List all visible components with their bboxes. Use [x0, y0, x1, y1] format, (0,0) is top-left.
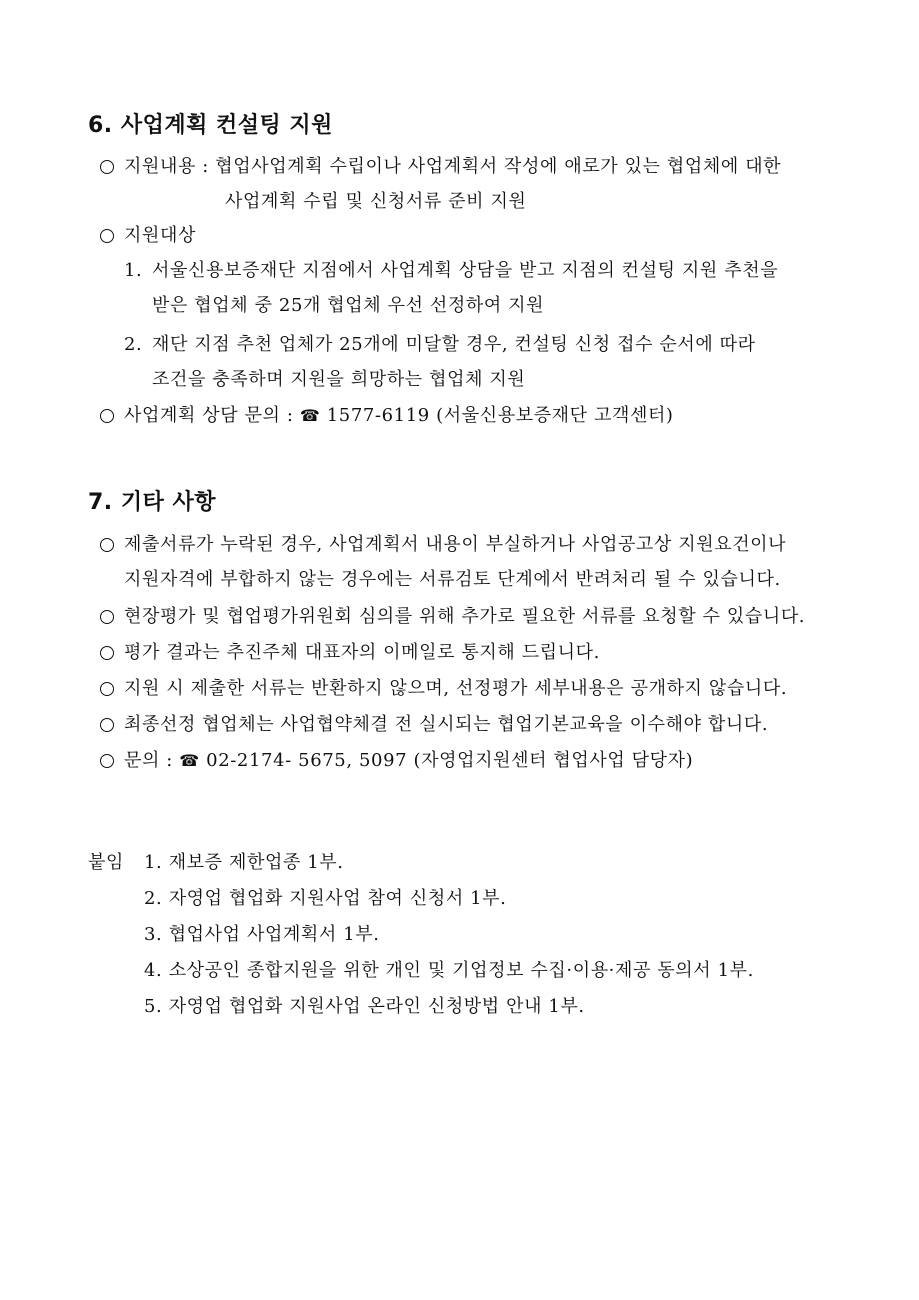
bullet-icon — [100, 160, 114, 174]
target-item-2-line-2: 조건을 충족하며 지원을 희망하는 협업체 지원 — [152, 369, 526, 390]
notice-1-line-2: 지원자격에 부합하지 않는 경우에는 서류검토 단계에서 반려처리 될 수 있습니다. — [124, 569, 781, 590]
notice-2: 현장평가 및 협업평가위원회 심의를 위해 추가로 필요한 서류를 요청할 수 있습니다. — [124, 606, 806, 627]
inquiry-label: 문의 : — [124, 750, 180, 771]
support-content-text-2: 사업계획 수립 및 신청서류 준비 지원 — [225, 191, 527, 212]
section-6-heading: 6. 사업계획 컨설팅 지원 — [88, 113, 333, 138]
target-item-1-line-2: 받은 협업체 중 25개 협업체 우선 선정하여 지원 — [152, 295, 545, 316]
bullet-icon — [100, 754, 114, 768]
bullet-icon — [100, 646, 114, 660]
consult-inquiry-label: 사업계획 상담 문의 : — [124, 405, 300, 426]
bullet-icon — [100, 718, 114, 732]
telephone-icon: ☎ — [299, 406, 321, 425]
attachment-item-5: 5. 자영업 협업화 지원사업 온라인 신청방법 안내 1부. — [144, 996, 585, 1017]
telephone-icon: ☎ — [179, 751, 200, 770]
inquiry-number: 02-2174- 5675, 5097 (자영업지원센터 협업사업 담당자) — [199, 750, 694, 771]
bullet-icon — [100, 682, 114, 696]
bullet-icon — [100, 229, 114, 243]
attachments-label: 붙임 — [88, 852, 124, 873]
support-content-label: 지원내용 : — [124, 156, 216, 177]
bullet-icon — [100, 409, 114, 423]
attachment-item-4: 4. 소상공인 종합지원을 위한 개인 및 기업정보 수집·이용·제공 동의서 1부. — [144, 960, 754, 981]
bullet-icon — [100, 610, 114, 624]
notice-4: 지원 시 제출한 서류는 반환하지 않으며, 선정평가 세부내용은 공개하지 않습니다. — [124, 678, 788, 699]
target-item-1-number: 1. — [124, 260, 143, 281]
attachment-item-1: 1. 재보증 제한업종 1부. — [144, 852, 344, 873]
bullet-icon — [100, 538, 114, 552]
notice-5: 최종선정 협업체는 사업협약체결 전 실시되는 협업기본교육을 이수해야 합니다. — [124, 714, 769, 735]
support-content-text-1: 협업사업계획 수립이나 사업계획서 작성에 애로가 있는 협업체에 대한 — [215, 156, 782, 177]
support-content-line-1 — [124, 155, 781, 179]
attachment-item-3: 3. 협업사업 사업계획서 1부. — [144, 924, 380, 945]
target-item-1-line-1: 서울신용보증재단 지점에서 사업계획 상담을 받고 지점의 컨설팅 지원 추천을 — [152, 260, 779, 281]
notice-3: 평가 결과는 추진주체 대표자의 이메일로 통지해 드립니다. — [124, 642, 600, 663]
section-7-heading: 7. 기타 사항 — [88, 490, 216, 515]
target-label: 지원대상 — [124, 225, 196, 246]
notice-6 — [124, 749, 693, 773]
consult-inquiry — [124, 404, 674, 428]
attachment-item-2: 2. 자영업 협업화 지원사업 참여 신청서 1부. — [144, 888, 507, 909]
consult-inquiry-number: 1577-6119 (서울신용보증재단 고객센터) — [320, 405, 674, 426]
target-item-2-line-1: 재단 지점 추천 업체가 25개에 미달할 경우, 컨설팅 신청 접수 순서에 따라 — [152, 334, 756, 355]
notice-1-line-1: 제출서류가 누락된 경우, 사업계획서 내용이 부실하거나 사업공고상 지원요건이나 — [124, 534, 787, 555]
target-item-2-number: 2. — [124, 334, 143, 355]
